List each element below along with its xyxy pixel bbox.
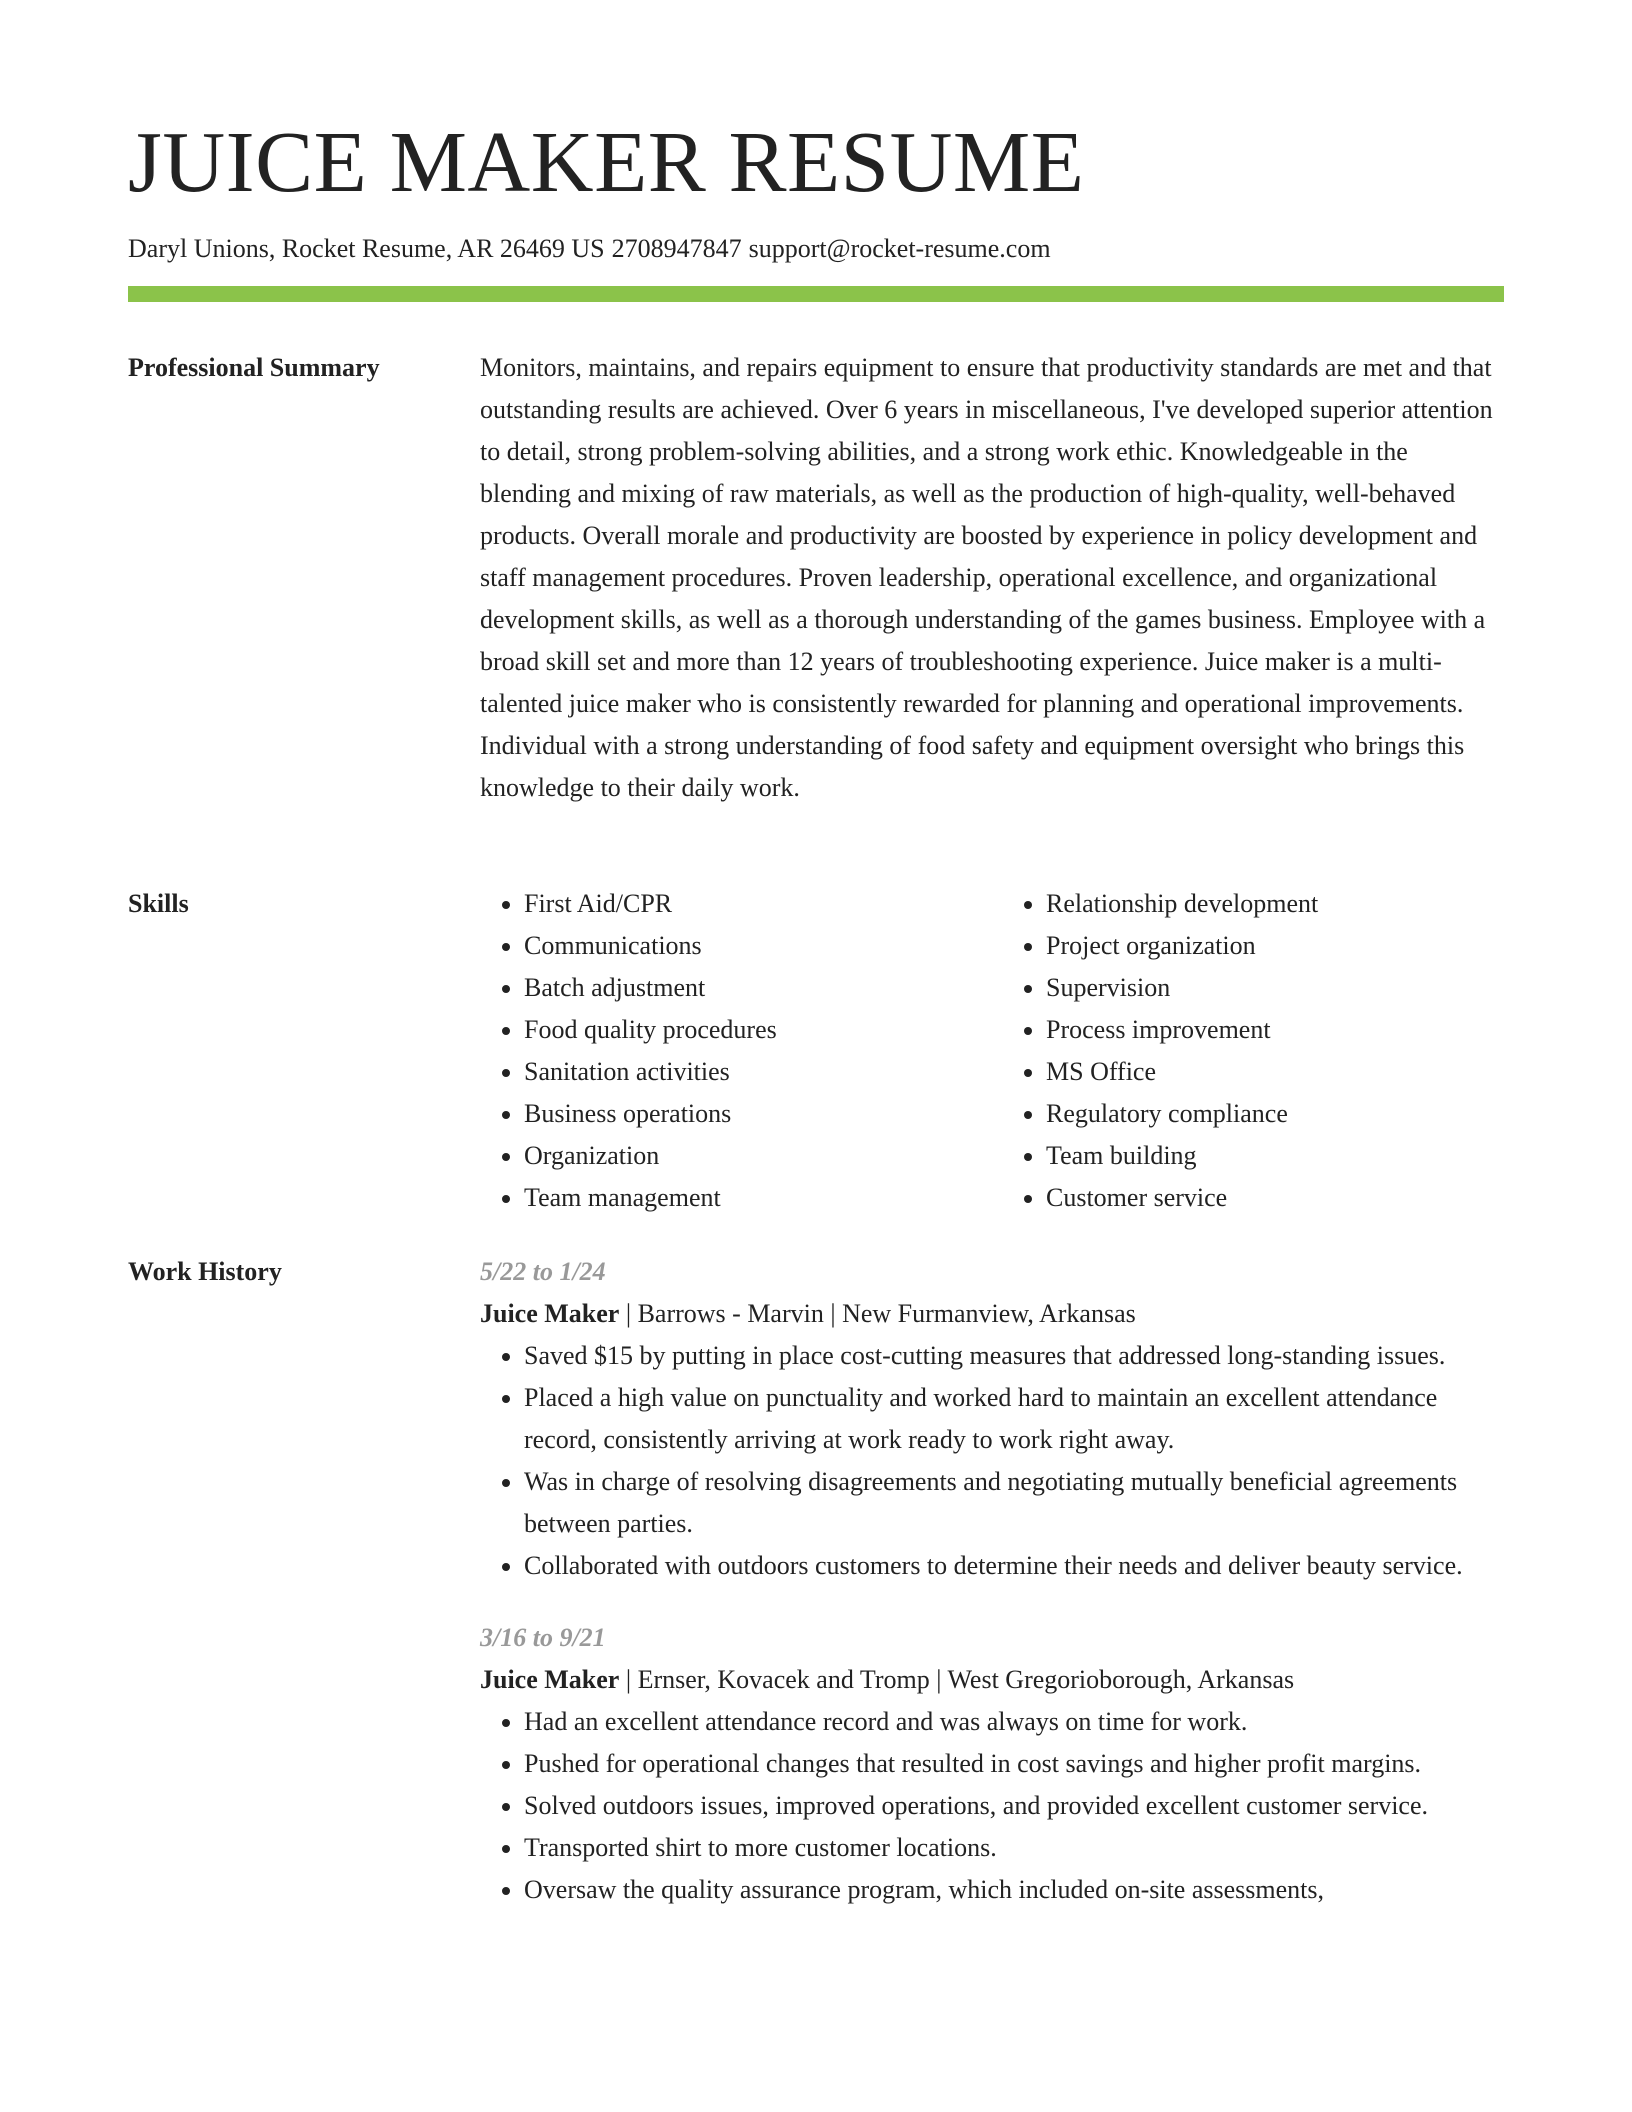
skill-item: • Supervision [1046, 967, 1504, 1009]
job-bullet: • Solved outdoors issues, improved operations, and provided excellent customer service. [524, 1785, 1504, 1827]
skill-item: • MS Office [1046, 1051, 1504, 1093]
summary-label: Professional Summary [128, 353, 380, 382]
job-heading: Juice Maker | Ernser, Kovacek and Tromp | West Gregorioborough, Arkansas [480, 1665, 1295, 1694]
skill-item: • Communications [524, 925, 982, 967]
contact-email: support@rocket-resume.com [748, 234, 1051, 263]
skill-item: • First Aid/CPR [524, 883, 982, 925]
job-bullet: • Was in charge of resolving disagreements and negotiating mutually beneficial agreements between parties. [524, 1461, 1504, 1545]
job-title: Juice Maker [480, 1665, 620, 1694]
job-company: Ernser, Kovacek and Tromp [637, 1665, 930, 1694]
work-body [480, 1251, 1504, 1941]
skill-item: • Batch adjustment [524, 967, 982, 1009]
skill-item: • Organization [524, 1135, 982, 1177]
summary-body [480, 347, 1504, 809]
job-bullet: • Oversaw the quality assurance program, which included on-site assessments, [524, 1869, 1504, 1911]
skills-columns [480, 883, 1504, 1219]
summary-text: Monitors, maintains, and repairs equipment to ensure that productivity standards are met and that outstanding results are achieved. Over 6 years in miscellaneous, I've developed superior attention to detail, strong problem-solving abilities, and a strong work ethic. Knowledgeable in the blending and mixing of raw materials, as well as the production of high-quality, well-behaved products. Overall morale and productivity are boosted by experience in policy development and staff management procedures. Proven leadership, operational excellence, and organizational development skills, as well as a thorough understanding of the games business. Employee with a broad skill set and more than 12 years of troubleshooting experience. Juice maker is a multi-talented juice maker who is consistently rewarded for planning and operational improvements. Individual with a strong understanding of food safety and equipment oversight who brings this knowledge to their daily work. [480, 353, 1493, 802]
job-bullet: • Collaborated with outdoors customers to determine their needs and deliver beauty service. [524, 1545, 1504, 1587]
skill-item: • Regulatory compliance [1046, 1093, 1504, 1135]
skill-item: • Team building [1046, 1135, 1504, 1177]
skills-list-right [1002, 883, 1504, 1219]
job-bullet: • Pushed for operational changes that resulted in cost savings and higher profit margins. [524, 1743, 1504, 1785]
job-bullet: • Placed a high value on punctuality and worked hard to maintain an excellent attendance record, consistently arriving at work ready to work right away. [524, 1377, 1504, 1461]
job-location: West Gregorioborough, Arkansas [947, 1665, 1295, 1694]
contact-line [128, 232, 1051, 266]
skill-item: • Relationship development [1046, 883, 1504, 925]
job-heading: Juice Maker | Barrows - Marvin | New Furmanview, Arkansas [480, 1299, 1136, 1328]
skills-body [480, 883, 1504, 1219]
skill-item: • Sanitation activities [524, 1051, 982, 1093]
skill-item: • Process improvement [1046, 1009, 1504, 1051]
skill-item: • Business operations [524, 1093, 982, 1135]
resume-title: JUICE MAKER RESUME [128, 113, 1085, 210]
job-entry [480, 1617, 1504, 1911]
skills-list-left [480, 883, 982, 1219]
job-location: New Furmanview, Arkansas [842, 1299, 1136, 1328]
job-dates: 3/16 to 9/21 [480, 1623, 606, 1652]
skill-item: • Project organization [1046, 925, 1504, 967]
skill-item: • Customer service [1046, 1177, 1504, 1219]
work-label: Work History [128, 1257, 282, 1286]
job-entry [480, 1251, 1504, 1587]
job-bullet: • Had an excellent attendance record and was always on time for work. [524, 1701, 1504, 1743]
skill-item: • Food quality procedures [524, 1009, 982, 1051]
job-bullets [480, 1701, 1504, 1911]
job-company: Barrows - Marvin [637, 1299, 824, 1328]
job-bullet: • Saved $15 by putting in place cost-cutting measures that addressed long-standing issues. [524, 1335, 1504, 1377]
skills-label: Skills [128, 889, 189, 918]
contact-address: Daryl Unions, Rocket Resume, AR 26469 US [128, 234, 605, 263]
contact-phone: 2708947847 [611, 234, 742, 263]
job-bullets [480, 1335, 1504, 1587]
job-dates: 5/22 to 1/24 [480, 1257, 606, 1286]
skill-item: • Team management [524, 1177, 982, 1219]
job-bullet: • Transported shirt to more customer locations. [524, 1827, 1504, 1869]
job-title: Juice Maker [480, 1299, 620, 1328]
header-divider [128, 286, 1504, 302]
